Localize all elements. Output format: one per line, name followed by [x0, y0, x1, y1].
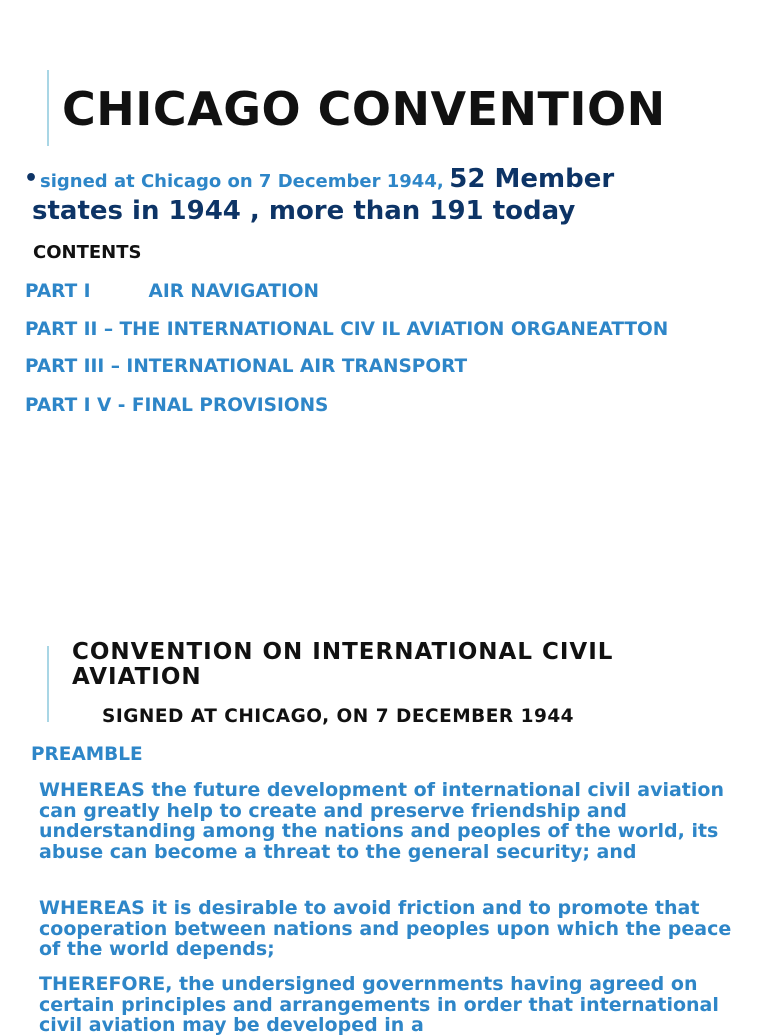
- preamble-paragraph: THEREFORE, the undersigned governments having agreed on certain principles and arrangements in order that international civil aviation may be developed in a: [39, 973, 719, 1036]
- preamble-paragraph: WHEREAS it is desirable to avoid friction and to promote that cooperation between nations and peoples upon which the peace of the world depends;: [39, 897, 732, 960]
- contents-heading: CONTENTS: [33, 242, 142, 263]
- toc-item-part-2: PART II – THE INTERNATIONAL CIV IL AVIATION ORGANEATTON: [25, 319, 669, 340]
- toc-part-title: AIR NAVIGATION: [148, 281, 319, 302]
- convention-title: CONVENTION ON INTERNATIONAL CIVIL AVIATION: [72, 639, 614, 690]
- toc-item-part-1: [25, 281, 319, 302]
- toc-item-part-4: PART I V - FINAL PROVISIONS: [25, 395, 329, 416]
- bullet-signed-text: signed at Chicago on 7 December 1944,: [40, 171, 444, 192]
- toc-part-label: PART I: [25, 281, 91, 302]
- preamble-heading: PREAMBLE: [31, 744, 143, 765]
- title-accent-bar: [47, 70, 49, 146]
- slide-title: CHICAGO CONVENTION: [62, 82, 666, 136]
- preamble-paragraph: WHEREAS the future development of international civil aviation can greatly help to create and preserve friendship and understanding among the nations and peoples of the world, its abuse can become a threat to the general security; and: [39, 779, 724, 863]
- bullet-member-text: 52 Member: [449, 164, 615, 194]
- bullet-text-line-1: [40, 164, 614, 194]
- toc-item-part-3: PART III – INTERNATIONAL AIR TRANSPORT: [25, 356, 468, 377]
- bullet-icon: •: [24, 166, 39, 191]
- convention-subtitle: SIGNED AT CHICAGO, ON 7 DECEMBER 1944: [102, 706, 575, 727]
- title-accent-bar-2: [47, 646, 49, 722]
- bullet-text-line-2: states in 1944 , more than 191 today: [32, 196, 576, 226]
